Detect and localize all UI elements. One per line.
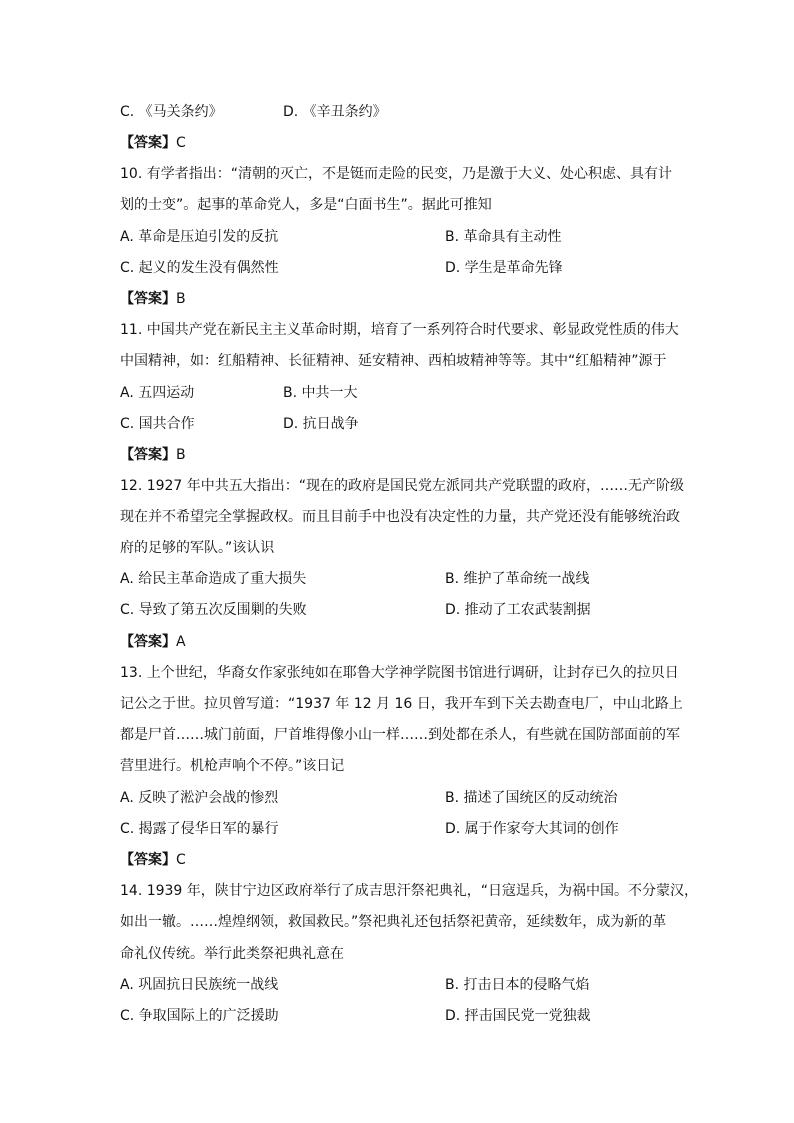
q14-option-a: A. 巩固抗日民族统一战线 — [120, 977, 279, 993]
answer-value: C — [176, 852, 186, 868]
q10-answer — [120, 289, 186, 309]
answer-value: A — [176, 634, 186, 650]
q11-answer — [120, 445, 186, 465]
answer-value: B — [176, 447, 186, 463]
q10-option-d: D. 学生是革命先锋 — [445, 260, 563, 276]
answer-tag: 【答案】 — [120, 634, 176, 650]
q10-option-c: C. 起义的发生没有偶然性 — [120, 260, 279, 276]
q12-option-a: A. 给民主革命造成了重大损失 — [120, 571, 307, 587]
q13-option-c: C. 揭露了侵华日军的暴行 — [120, 821, 279, 837]
q12-option-c: C. 导致了第五次反围剿的失败 — [120, 602, 307, 618]
q11-option-a: A. 五四运动 — [120, 385, 195, 401]
answer-value: B — [176, 291, 186, 307]
q13-option-a: A. 反映了淞沪会战的惨烈 — [120, 790, 279, 806]
q10-option-b: B. 革命具有主动性 — [445, 229, 562, 245]
q9-answer — [120, 133, 186, 153]
q14-stem-line-2: 如出一辙。……煌煌纲领，救国救民。”祭祀典礼还包括祭祀黄帝，延续数年，成为新的革 — [120, 914, 667, 930]
q10-stem-line-1: 10. 有学者指出：“清朝的灭亡，不是铤而走险的民变，乃是激于大义、处心积虑、具有计 — [120, 166, 672, 182]
q13-answer — [120, 850, 186, 870]
q12-stem-line-2: 现在并不希望完全掌握政权。而且目前手中也没有决定性的力量，共产党还没有能够统治政 — [120, 509, 680, 525]
q11-option-d: D. 抗日战争 — [283, 416, 359, 432]
q11-stem-line-1: 11. 中国共产党在新民主主义革命时期，培育了一系列符合时代要求、彰显政党性质的伟大 — [120, 322, 679, 338]
answer-tag: 【答案】 — [120, 447, 176, 463]
q14-stem-line-1: 14. 1939 年，陕甘宁边区政府举行了成吉思汗祭祀典礼，“日寇逞兵，为祸中国。不分蒙汉， — [120, 883, 699, 899]
q11-option-b: B. 中共一大 — [283, 385, 358, 401]
q13-option-b: B. 描述了国统区的反动统治 — [445, 790, 618, 806]
q10-option-a: A. 革命是压迫引发的反抗 — [120, 229, 279, 245]
q14-stem-line-3: 命礼仪传统。举行此类祭祀典礼意在 — [120, 946, 344, 962]
q12-option-d: D. 推动了工农武装割据 — [445, 602, 591, 618]
q14-option-b: B. 打击日本的侵略气焰 — [445, 977, 590, 993]
q14-option-c: C. 争取国际上的广泛援助 — [120, 1008, 279, 1024]
q12-stem-line-3: 府的足够的军队。”该认识 — [120, 540, 275, 556]
q12-option-b: B. 维护了革命统一战线 — [445, 571, 590, 587]
q14-option-d: D. 抨击国民党一党独裁 — [445, 1008, 591, 1024]
q12-stem-line-1: 12. 1927 年中共五大指出：“现在的政府是国民党左派同共产党联盟的政府，……无产阶级 — [120, 478, 685, 494]
q13-option-d: D. 属于作家夸大其词的创作 — [445, 821, 619, 837]
answer-tag: 【答案】 — [120, 291, 176, 307]
q13-stem-line-4: 营里进行。机枪声响个不停。”该日记 — [120, 758, 345, 774]
q9-option-c: C. 《马关条约》 — [120, 104, 223, 120]
answer-value: C — [176, 135, 186, 151]
q13-stem-line-3: 都是尸首……城门前面，尸首堆得像小山一样……到处都在杀人，有些就在国防部面前的军 — [120, 727, 680, 743]
q9-option-d: D. 《辛丑条约》 — [283, 104, 387, 120]
answer-tag: 【答案】 — [120, 135, 176, 151]
q11-option-c: C. 国共合作 — [120, 416, 195, 432]
q10-stem-line-2: 划的士变”。起事的革命党人，多是“白面书生”。据此可推知 — [120, 197, 492, 213]
q12-answer — [120, 632, 186, 652]
q11-stem-line-2: 中国精神，如：红船精神、长征精神、延安精神、西柏坡精神等等。其中“红船精神”源于 — [120, 353, 667, 369]
q13-stem-line-2: 记公之于世。拉贝曾写道：“1937 年 12 月 16 日，我开车到下关去勘查电厂，中山北路上 — [120, 696, 683, 712]
q13-stem-line-1: 13. 上个世纪，华裔女作家张纯如在耶鲁大学神学院图书馆进行调研，让封存已久的拉贝日 — [120, 665, 679, 681]
answer-tag: 【答案】 — [120, 852, 176, 868]
